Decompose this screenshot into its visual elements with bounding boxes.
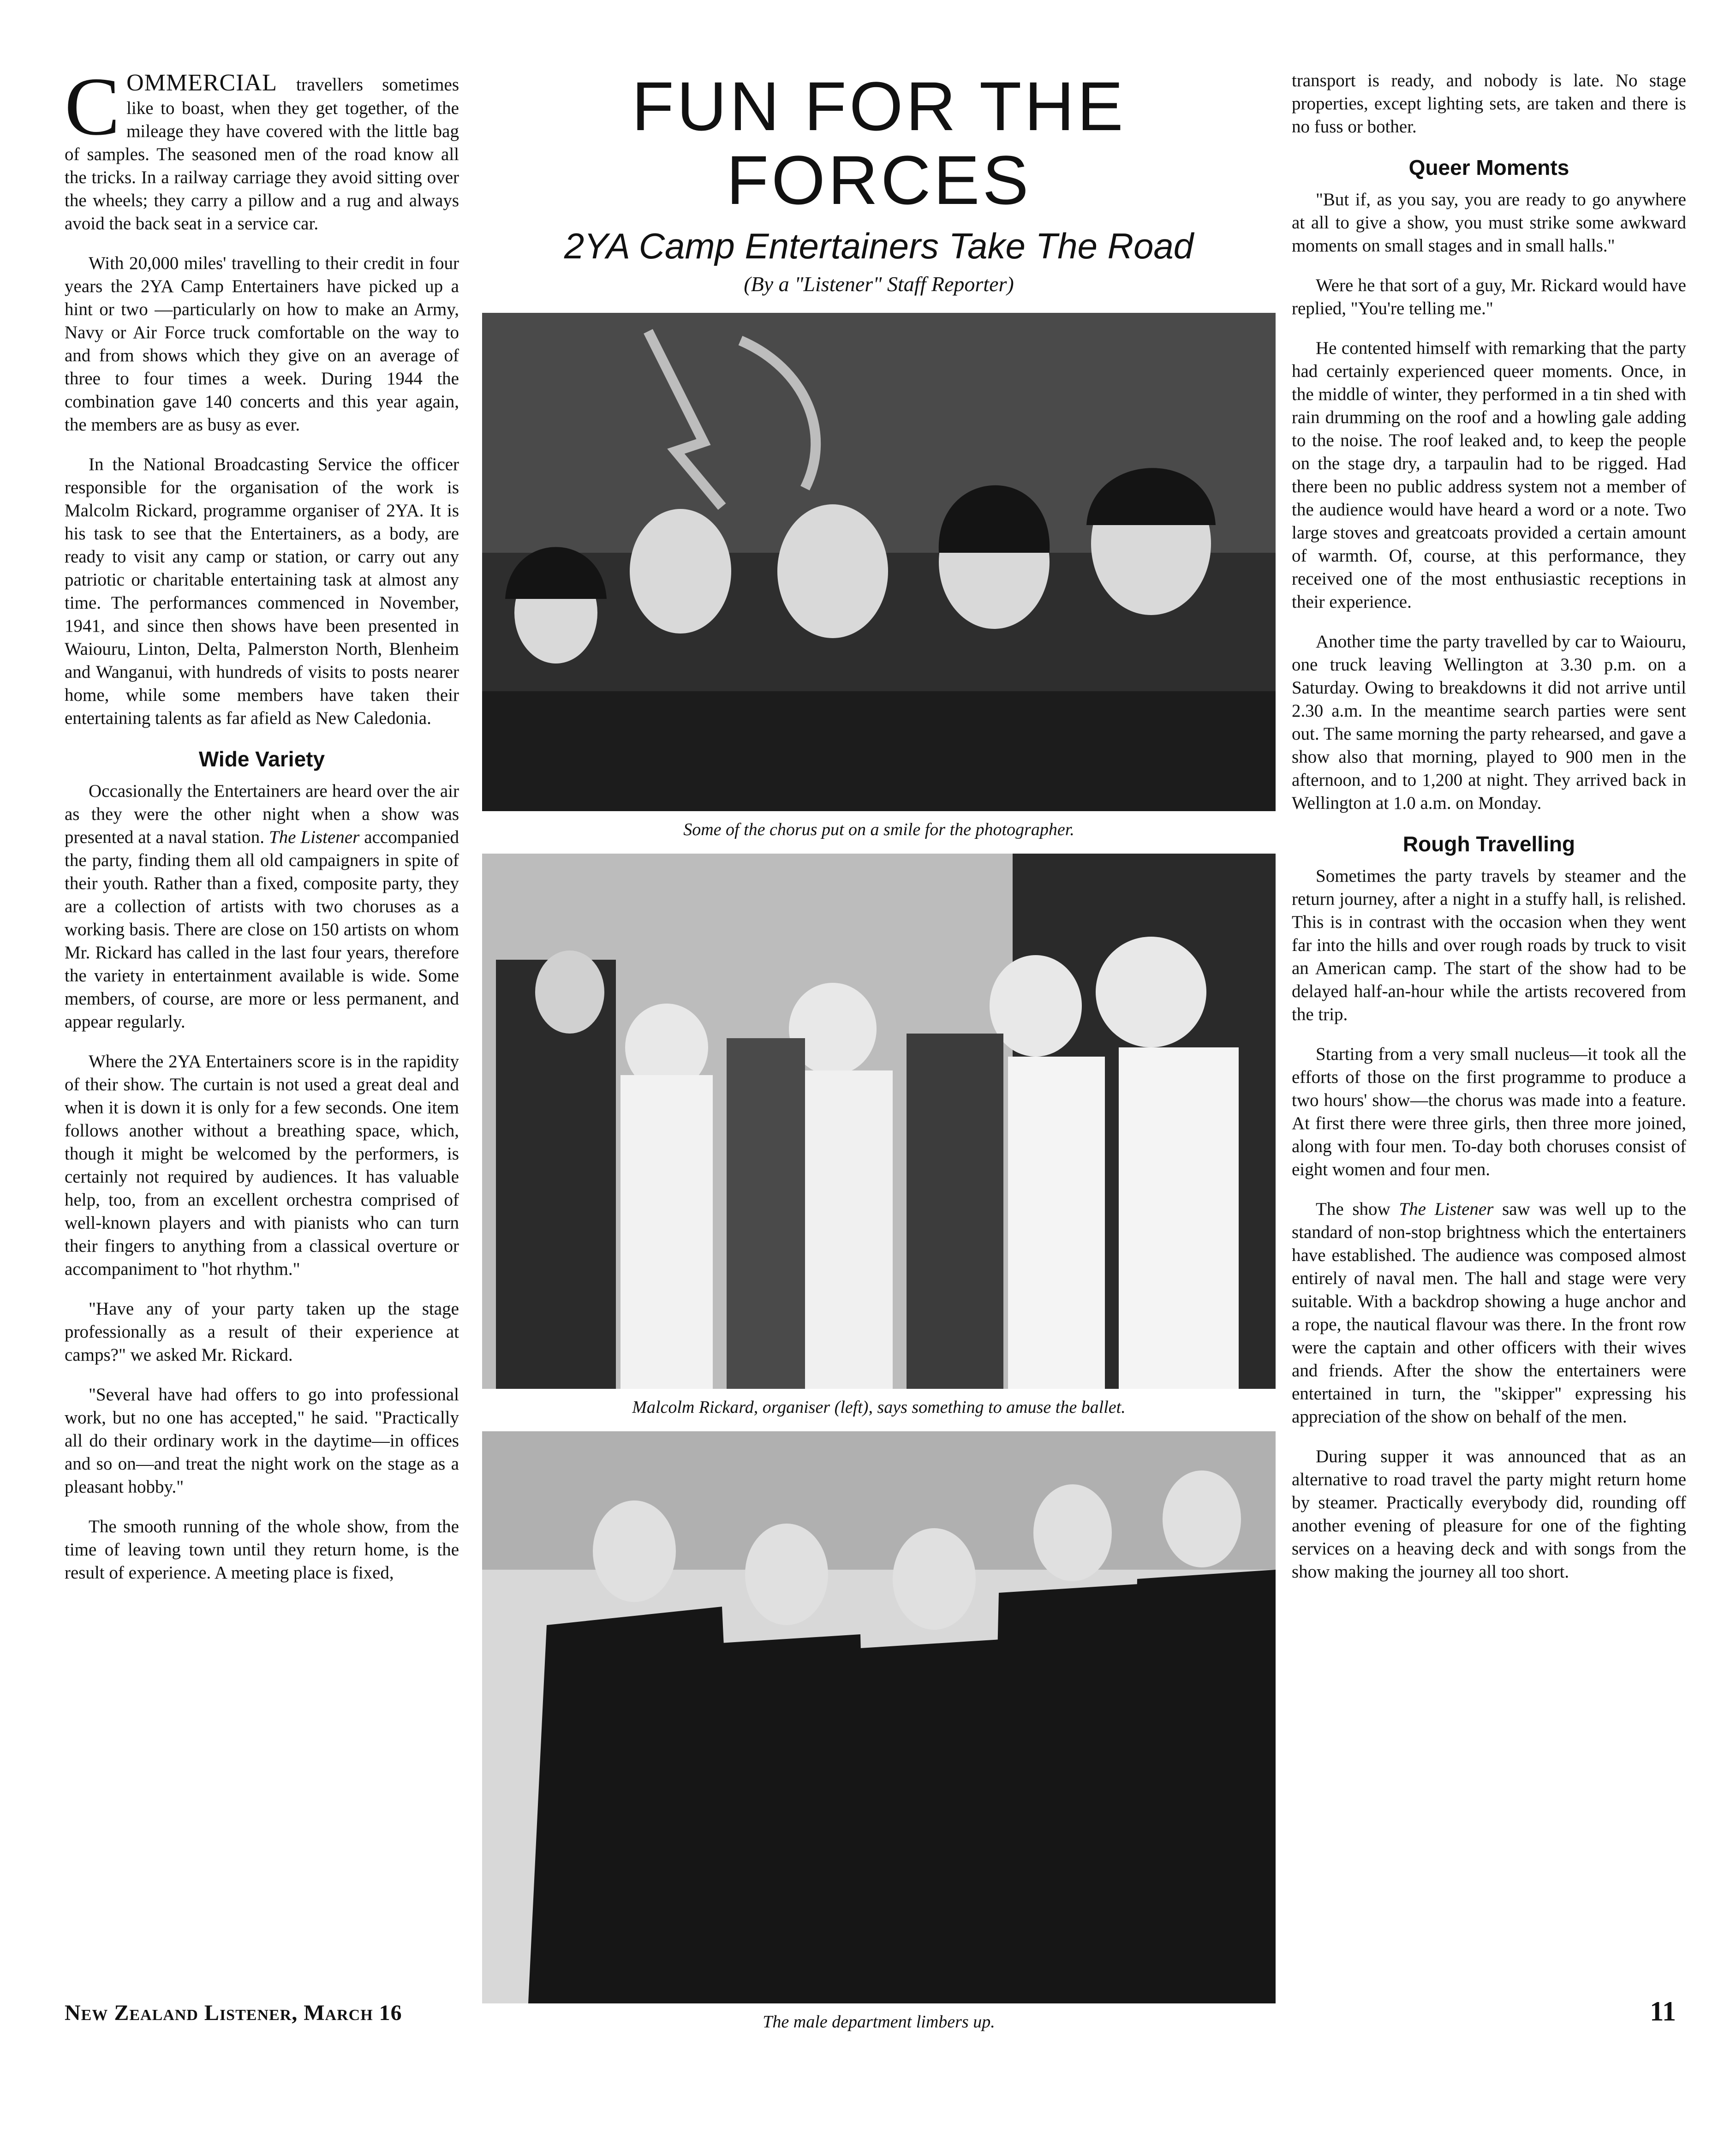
right-paragraph-2: "But if, as you say, you are ready to go anywhere at all to give a show, you must strike some awkward moments on small stages and in small halls." (1292, 190, 1686, 256)
lead-small-caps: OMMERCIAL (126, 70, 277, 96)
headline: FUN FOR THE FORCES (632, 67, 1126, 219)
photo-chorus (482, 313, 1276, 811)
photo-men-image (482, 1431, 1276, 2003)
left-column (65, 60, 459, 1601)
subheading-queer-moments: Queer Moments (1408, 155, 1569, 179)
photo-ballet (482, 854, 1276, 1389)
left-paragraph-5: Where the 2YA Entertainers score is in the rapidity of their show. The curtain is not used a great deal and when it is down it is only for a few seconds. One item follows another without a breathing space, which, though it might be welcomed by the performers, is certainly not required by audiences. It has valuable help, too, from an excellent orchestra comprised of well-known players and with pianists who can turn their fingers to anything from a classical overture or accompaniment to "hot rhythm." (65, 1052, 459, 1279)
drop-cap: C (65, 60, 120, 152)
caption-3: The male department limbers up. (763, 2012, 995, 2032)
middle-column (482, 69, 1276, 2046)
deck: 2YA Camp Entertainers Take The Road (564, 226, 1194, 266)
p4-pre: Occasionally the Entertainers are heard over the air as they were the other night when a show was presented at a naval station. (65, 781, 459, 847)
right-paragraph-9: During supper it was announced that as an alternative to road travel the party might return home by steamer. Practically everybody did, rounding off another evening of pleasure for one of the fighting services on a heaving deck and with songs from the show making the journey all too short. (1292, 1447, 1686, 1582)
p8-italic: The Listener (1399, 1199, 1494, 1219)
photo-ballet-image (482, 854, 1276, 1389)
subheading-rough-travelling: Rough Travelling (1402, 832, 1575, 856)
photo-chorus-image (482, 313, 1276, 811)
left-paragraph-3: In the National Broadcasting Service the officer responsible for the organisation of the work is Malcolm Rickard, programme organiser of 2YA. It is his task to see that the Entertainers, as a body, are ready to visit any camp or station, or carry out any patriotic or charitable entertaining task at almost any time. The performances commenced in November, 1941, and since then shows have been presented in Waiouru, Linton, Delta, Palmerston North, Blenheim and Wanganui, with hundreds of visits to posts nearer home, while some members have taken their entertaining talents as far afield as New Caledonia. (65, 454, 459, 728)
lead-text: travellers sometimes like to boast, when they get together, of the mileage they have covered with the little bag of samples. The seasoned men of the road know all the tricks. In a railway carriage they avoid sitting over the wheels; they carry a pillow and a rug and always avoid the back seat in a service car. (65, 75, 459, 233)
right-paragraph-8 (1292, 1198, 1686, 1429)
right-paragraph-6: Sometimes the party travels by steamer and the return journey, after a night in a stuffy hall, is relished. This is in contrast with the occasion when they went far into the hills and over rough roads by truck to visit an American camp. The start of the show had to be delayed half-an-hour while the artists recovered from the trip. (1292, 866, 1686, 1024)
right-paragraph-3: Were he that sort of a guy, Mr. Rickard would have replied, "You're telling me." (1292, 275, 1686, 318)
right-paragraph-5: Another time the party travelled by car to Waiouru, one truck leaving Wellington at 3.30 p.m. on a Saturday. Owing to breakdowns it did not arrive until 2.30 a.m. In the meantime search parties were sent out. The same morning the party rehearsed, and gave a show also that morning, played to 900 men in the afternoon, and to 1,200 at night. They arrived back in Wellington at 1.0 a.m. on Monday. (1292, 632, 1686, 813)
caption-2: Malcolm Rickard, organiser (left), says something to amuse the ballet. (632, 1398, 1126, 1417)
right-column (1292, 69, 1686, 1600)
subheading-wide-variety: Wide Variety (198, 747, 325, 771)
right-paragraph-1: transport is ready, and nobody is late. No stage properties, except lighting sets, are taken and there is no fuss or bother. (1292, 71, 1686, 137)
lead-paragraph (65, 60, 459, 235)
left-paragraph-7: "Several have had offers to go into professional work, but no one has accepted," he said. "Practically all do their ordinary work in the daytime—in offices and so on—and treat the night work on the stage as a pleasant hobby." (65, 1385, 459, 1497)
left-paragraph-8: The smooth running of the whole show, from the time of leaving town until they return home, is the result of experience. A meeting place is fixed, (65, 1517, 459, 1583)
p8-post: saw was well up to the standard of non-stop brightness which the entertainers have established. The audience was composed almost entirely of naval men. The hall and stage were very suitable. With a backdrop showing a huge anchor and a rope, the nautical flavour was there. In the front row were the captain and other officers with their wives and friends. After the show the entertainers were entertained in turn, the "skipper" expressing his appreciation of the show on behalf of the men. (1292, 1199, 1687, 1427)
right-paragraph-4: He contented himself with remarking that the party had certainly experienced queer moments. Once, in the middle of winter, they performed in a tin shed with rain drumming on the roof and a howling gale adding to the noise. The roof leaked and, to keep the people on the stage dry, a tarpaulin had to be rigged. Had there been no public address system not a member of the audience would have heard a word or a note. Two large stoves and greatcoats provided a certain amount of warmth. Of, course, at this performance, they received one of the most enthusiastic receptions in their experience. (1292, 338, 1686, 612)
footer-publication: New Zealand Listener, March 16 (65, 2001, 402, 2025)
right-paragraph-7: Starting from a very small nucleus—it took all the efforts of those on the first programme to produce a two hours' show—the chorus was made into a feature. At first there were three girls, then three more joined, along with four men. To-day both choruses consist of eight women and four men. (1292, 1044, 1686, 1179)
byline: (By a "Listener" Staff Reporter) (744, 272, 1014, 296)
p4-post: accompanied the party, finding them all old campaigners in spite of their youth. Rather than a fixed, composite party, they are a collection of artists with two choruses as a working basis. There are close on 150 artists on whom Mr. Rickard has called in the last four years, therefore the variety in entertainment available is wide. Some members, of course, are more or less permanent, and appear regularly. (65, 827, 459, 1032)
left-paragraph-6: "Have any of your party taken up the stage professionally as a result of their experience at camps?" we asked Mr. Rickard. (65, 1299, 459, 1365)
photo-men (482, 1431, 1276, 2003)
p4-italic: The Listener (268, 827, 360, 847)
caption-1: Some of the chorus put on a smile for the photographer. (683, 820, 1074, 839)
left-paragraph-2: With 20,000 miles' travelling to their credit in four years the 2YA Camp Entertainers have picked up a hint or two —particularly on how to make an Army, Navy or Air Force truck comfortable on the way to and from shows which they give on an average of three to four times a week. During 1944 the combination gave 140 concerts and this year again, the members are as busy as ever. (65, 253, 459, 435)
page-number: 11 (1650, 1996, 1676, 2026)
p8-pre: The show (1316, 1199, 1390, 1219)
left-paragraph-4 (65, 780, 459, 1034)
